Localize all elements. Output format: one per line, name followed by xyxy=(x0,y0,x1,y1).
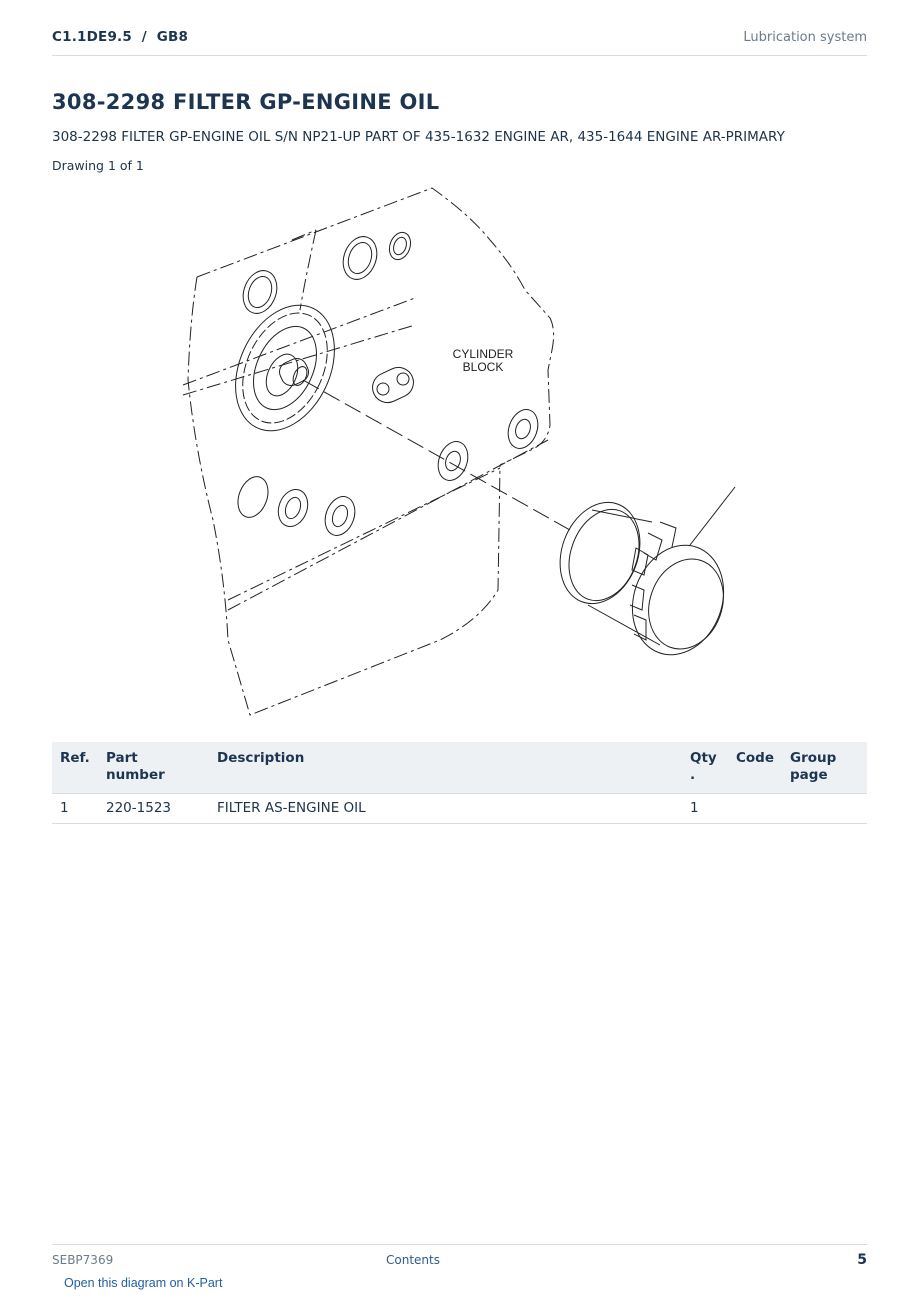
cylinder-block-outline xyxy=(183,188,554,715)
oil-filter xyxy=(547,487,739,668)
column-header-part-number: Part number xyxy=(98,742,209,794)
table-header-row xyxy=(52,742,867,794)
page-subtitle: 308-2298 FILTER GP-ENGINE OIL S/N NP21-UP PART OF 435-1632 ENGINE AR, 435-1644 ENGINE AR-PRIMARY xyxy=(52,129,785,145)
column-header-qty: Qty . xyxy=(682,742,728,794)
diagram-label-cylinder: CYLINDER xyxy=(452,347,514,361)
page-number: 5 xyxy=(857,1252,867,1268)
column-header-description: Description xyxy=(209,742,682,794)
column-header-ref: Ref. xyxy=(52,742,98,794)
document-number: SEBP7369 xyxy=(52,1253,114,1267)
model-breadcrumb: C1.1DE9.5 / GB8 xyxy=(52,29,189,45)
column-header-code: Code xyxy=(728,742,782,794)
parts-diagram xyxy=(170,182,750,722)
block-holes xyxy=(233,229,543,539)
cell-code xyxy=(728,794,782,824)
drawing-count: Drawing 1 of 1 xyxy=(52,158,144,173)
open-diagram-kpart-link[interactable]: Open this diagram on K-Part xyxy=(64,1276,223,1290)
parts-table xyxy=(52,742,867,824)
header-divider xyxy=(52,55,867,56)
column-header-group-page: Group page xyxy=(782,742,867,794)
cell-group-page xyxy=(782,794,867,824)
cell-description: FILTER AS-ENGINE OIL xyxy=(209,794,682,824)
filter-mount xyxy=(216,289,353,447)
diagram-label-block: BLOCK xyxy=(462,360,504,374)
table-row xyxy=(52,794,867,824)
cylinder-block-label xyxy=(453,347,514,374)
cell-qty: 1 xyxy=(682,794,728,824)
footer-divider xyxy=(52,1244,867,1245)
page-title: 308-2298 FILTER GP-ENGINE OIL xyxy=(52,90,440,114)
cell-ref: 1 xyxy=(52,794,98,824)
cell-part-number: 220-1523 xyxy=(98,794,209,824)
contents-link[interactable]: Contents xyxy=(386,1253,440,1267)
assembly-centerline xyxy=(303,380,570,530)
section-name: Lubrication system xyxy=(743,30,867,45)
